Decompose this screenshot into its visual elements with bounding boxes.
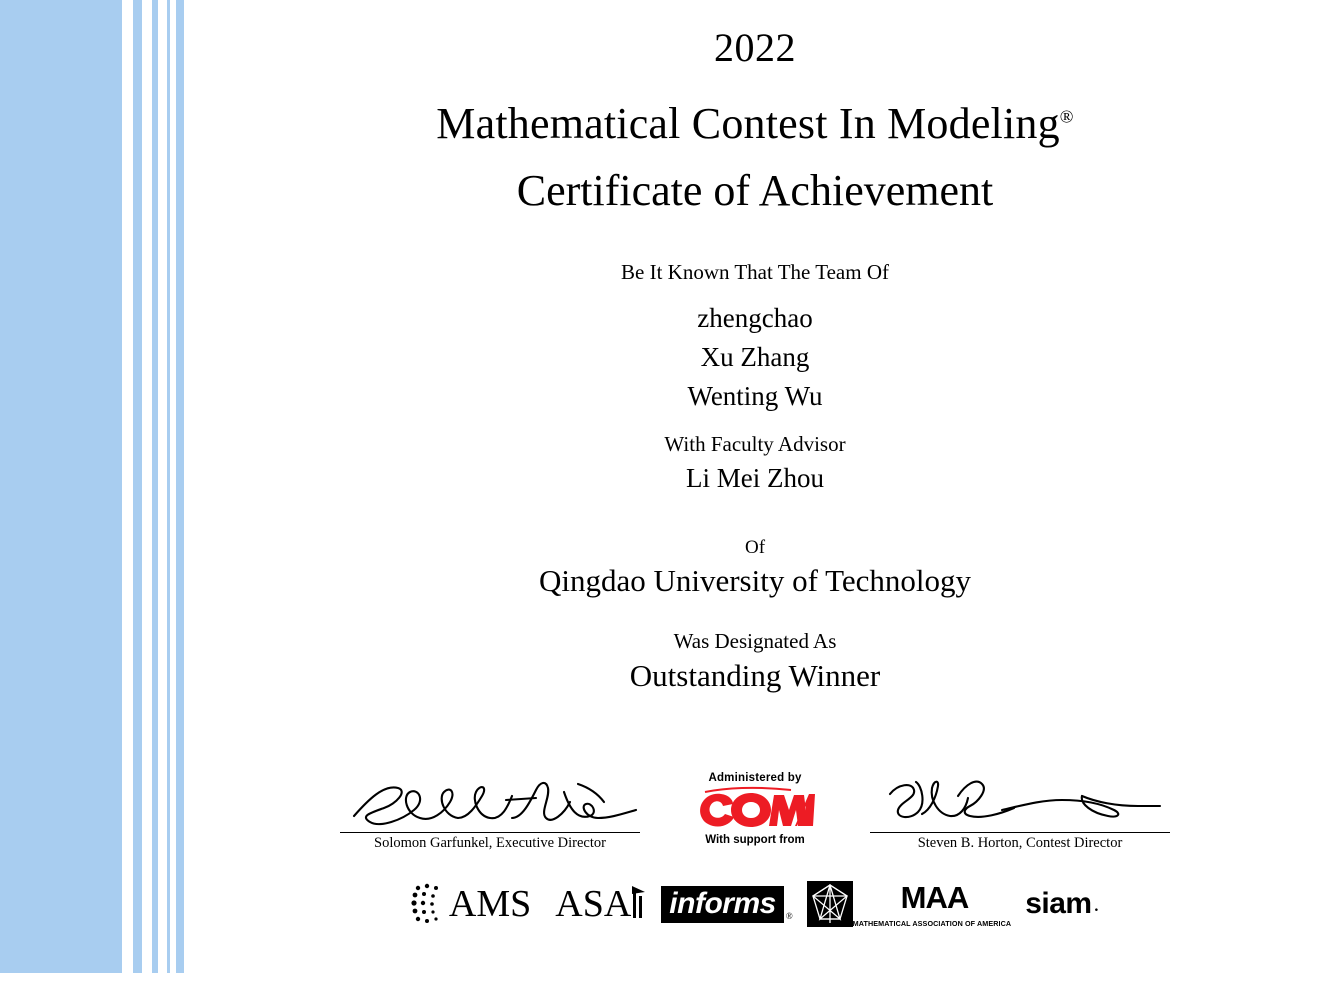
- registered-trademark-mark: ®: [1059, 106, 1074, 127]
- decorative-stripes: [0, 0, 190, 981]
- ams-dots-icon: [411, 882, 447, 926]
- signature-left: [325, 770, 655, 852]
- team-lead-line: Be It Known That The Team Of: [621, 260, 889, 284]
- designation-label: Was Designated As: [673, 628, 837, 653]
- faculty-advisor-label: With Faculty Advisor: [664, 432, 846, 457]
- steven-horton-signature-icon: [870, 770, 1170, 832]
- team-member: Wenting Wu: [687, 381, 823, 412]
- administered-by-label: Administered by: [708, 772, 802, 784]
- stripe-thin-4: [176, 0, 184, 981]
- stripe-thin-2: [152, 0, 158, 981]
- asa-logo: [545, 884, 647, 924]
- maa-logo-subtitle: MATHEMATICAL ASSOCIATION OF AMERICA: [852, 919, 1012, 928]
- certificate-body: [190, 0, 1320, 981]
- team-member: zhengchao: [697, 303, 813, 333]
- maa-logo-text: MAA: [900, 880, 969, 915]
- of-label: Of: [744, 536, 766, 558]
- informs-logo: [661, 886, 792, 923]
- signature-rule-left: [340, 832, 640, 833]
- maa-logo: [807, 880, 1012, 928]
- ams-logo: [411, 882, 531, 926]
- signature-caption-right: Steven B. Horton, Contest Director: [917, 835, 1123, 851]
- certificate-subtitle: Certificate of Achievement: [516, 166, 994, 215]
- stripe-thin-3: [167, 0, 170, 981]
- informs-registered-mark: ®: [785, 910, 793, 921]
- informs-logo-text: informs: [661, 886, 784, 923]
- comap-logo: [655, 786, 855, 832]
- award-designation: Outstanding Winner: [629, 657, 881, 693]
- stripe-wide: [0, 0, 122, 981]
- solomon-garfunkel-signature-icon: [340, 770, 640, 832]
- team-member-list: [190, 299, 1320, 416]
- team-member: Xu Zhang: [700, 342, 810, 373]
- contest-title: [190, 96, 1320, 151]
- comap-block: [655, 772, 855, 852]
- institution-name: Qingdao University of Technology: [538, 562, 972, 598]
- asa-mark-icon: [631, 884, 647, 924]
- signature-caption-left: Solomon Garfunkel, Executive Director: [374, 835, 606, 851]
- sponsor-logo-row: [190, 880, 1320, 928]
- ams-logo-text: AMS: [448, 883, 532, 925]
- comap-logo-icon: [695, 786, 815, 832]
- with-support-from-label: With support from: [705, 834, 805, 846]
- asa-logo-text: ASA: [555, 883, 632, 925]
- maa-icosahedron-icon: [807, 881, 853, 927]
- certificate-year: 2022: [714, 25, 796, 70]
- siam-logo-dot: .: [1093, 891, 1100, 916]
- signature-row: [190, 770, 1320, 852]
- page-bottom-edge: [0, 973, 1320, 981]
- faculty-advisor-name: Li Mei Zhou: [686, 463, 824, 494]
- siam-logo-text: siam: [1025, 887, 1092, 920]
- signature-rule-right: [870, 832, 1170, 833]
- signature-right: [855, 770, 1185, 852]
- contest-title-text: Mathematical Contest In Modeling: [436, 99, 1060, 148]
- siam-logo: [1025, 889, 1099, 919]
- stripe-thin-1: [133, 0, 142, 981]
